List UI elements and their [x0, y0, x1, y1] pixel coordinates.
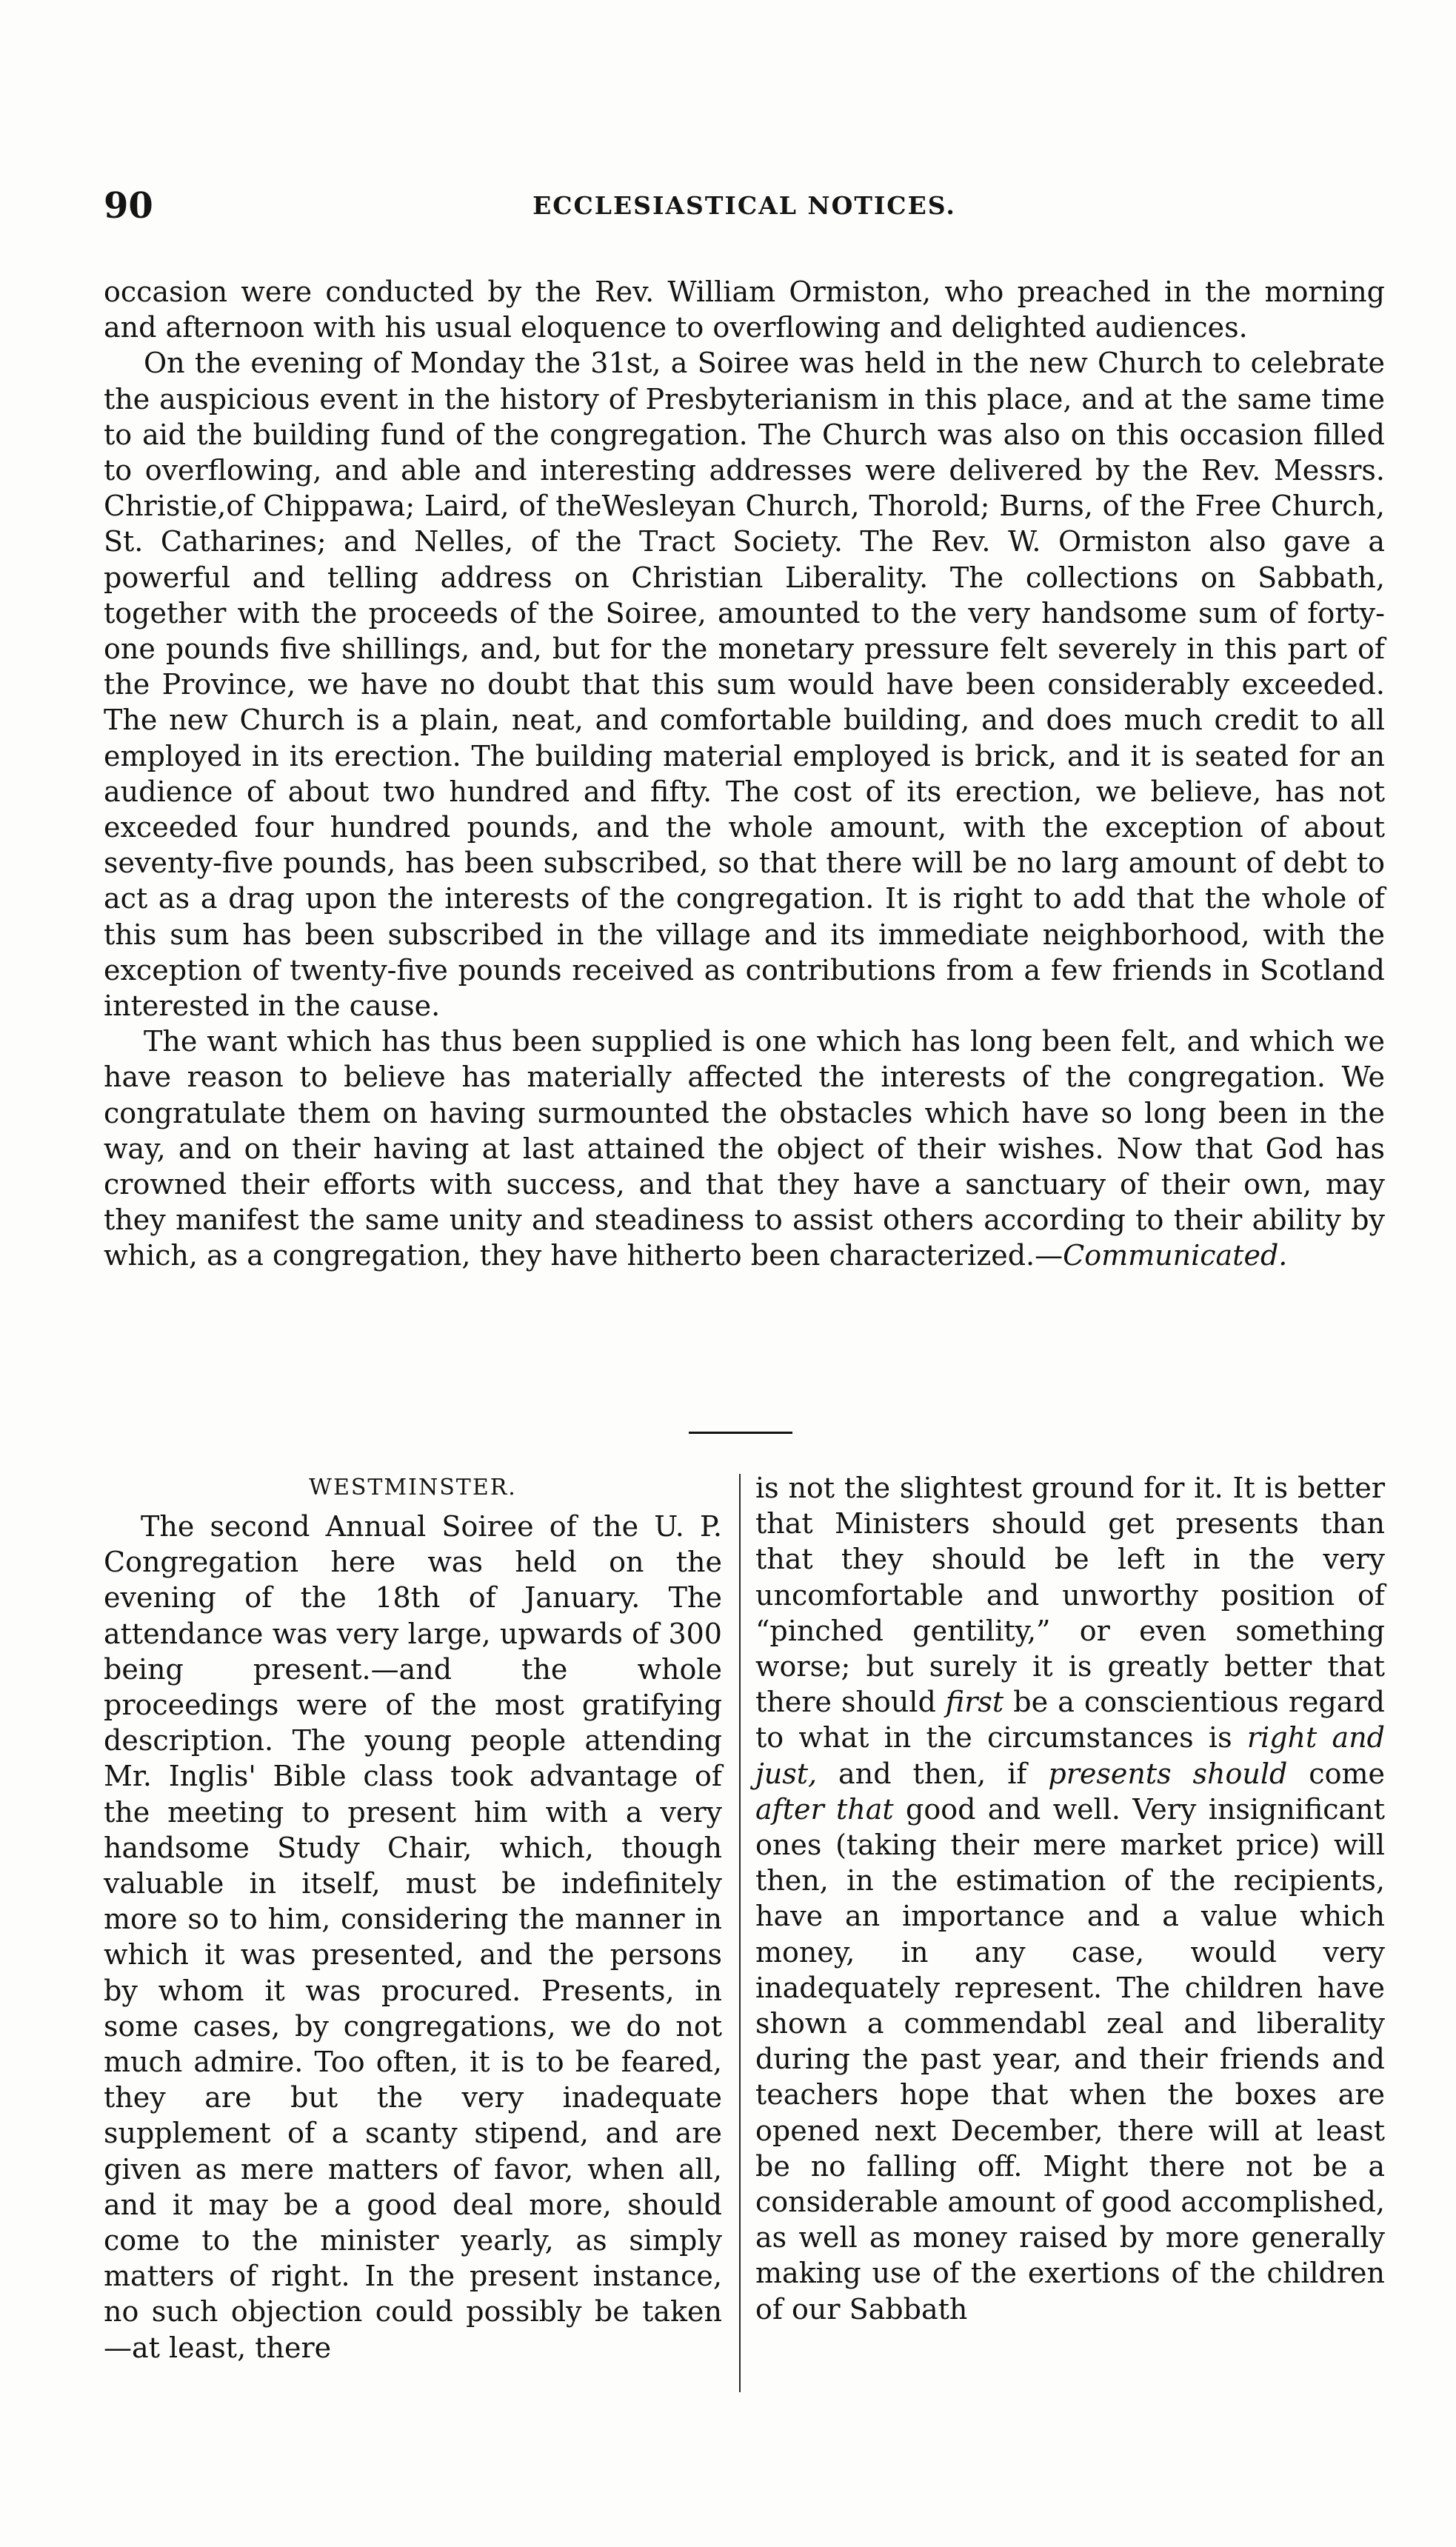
signature: Communicated.: [1063, 1239, 1288, 1272]
section-title: WESTMINSTER.: [309, 1475, 517, 1501]
italic-run: first: [945, 1686, 1004, 1719]
article-body: [104, 274, 1385, 1274]
section-divider-rule: [689, 1432, 792, 1434]
right-column: [755, 1470, 1385, 2327]
italic-run: presents should: [1048, 1757, 1288, 1790]
paragraph: [104, 1024, 1385, 1273]
paragraph: [755, 1470, 1385, 2327]
page-number: 90: [104, 185, 153, 227]
page-header: [104, 185, 1385, 230]
paragraph: On the evening of Monday the 31st, a Soiree was held in the new Church to celebrate the auspicious event in the history of Presbyterianism in this place, and at the same time to aid the building fund of the congregation. The Church was also on this occasion filled to overflowing, and able and interesting addresses were delivered by the Rev. Messrs. Christie,of Chippawa; Laird, of theWesleyan Church, Thorold; Burns, of the Free Church, St. Catharines; and Nelles, of the Tract Society. The Rev. W. Ormiston also gave a powerful and telling address on Christian Liberality. The collections on Sabbath, together with the proceeds of the Soiree, amounted to the very handsome sum of forty-one pounds five shillings, and, but for the monetary pressure felt severely in this part of the Province, we have no doubt that this sum would have been considerably exceeded. The new Church is a plain, neat, and comfortable building, and does much credit to all employed in its erection. The building material employed is brick, and it is seated for an audience of about two hundred and fifty. The cost of its erection, we believe, has not exceeded four hundred pounds, and the whole amount, with the exception of about seventy-five pounds, has been subscribed, so that there will be no larg amount of debt to act as a drag upon the interests of the congregation. It is right to add that the whole of this sum has been subscribed in the village and its immediate neighborhood, with the exception of twenty-five pounds received as contributions from a few friends in Scotland interested in the cause.: [104, 347, 1385, 1023]
text-run: be a conscientious regard to what in the circumstances is: [755, 1686, 1385, 1755]
running-head: ECCLESIASTICAL NOTICES.: [532, 191, 956, 220]
text-run: is not the slightest ground for it. It is better that Ministers should get presents than that they should be left in the very uncomfortable and unworthy position of “pinched gentility,” or even something worse; but surely it is greatly better that there should: [755, 1472, 1385, 1719]
column-divider: [739, 1474, 741, 2392]
left-column: [104, 1470, 722, 2366]
text-run: and then, if: [817, 1757, 1049, 1790]
paragraph: occasion were conducted by the Rev. William Ormiston, who preached in the morning and afternoon with his usual eloquence to overflowing and delighted audiences.: [104, 276, 1385, 344]
italic-run: right and just,: [755, 1721, 1386, 1790]
paragraph-text: The want which has thus been supplied is one which has long been felt, and which we have reason to believe has materially affected the interests of the congregation. We congratulate them on having surmounted the obstacles which have so long been in the way, and on their having at last attained the object of their wishes. Now that God has crowned their efforts with success, and that they have a sanctuary of their own, may they manifest the same unity and steadiness to assist others according to their ability by which, as a congregation, they have hitherto been characterized.—: [104, 1025, 1385, 1272]
paragraph: The second Annual Soiree of the U. P. Congregation here was held on the evening of the 18th of January. The attendance was very large, upwards of 300 being present.—and the whole proceedings were of the most gratifying description. The young people attending Mr. Inglis' Bible class took advantage of the meeting to present him with a very handsome Study Chair, which, though valuable in itself, must be indefinitely more so to him, considering the manner in which it was presented, and the persons by whom it was procured. Presents, in some cases, by congregations, we do not much admire. Too often, it is to be feared, they are but the very inadequate supplement of a scanty stipend, and are given as mere matters of favor, when all, and it may be a good deal more, should come to the minister yearly, as simply matters of right. In the present instance, no such objection could possibly be taken—at least, there: [104, 1510, 722, 2364]
italic-run: after that: [755, 1792, 894, 1826]
text-run: come: [1287, 1757, 1385, 1790]
text-run: good and well. Very insignificant ones (taking their mere market price) will then, in the estimation of the recipients, have an importance and a value which money, in any case, would very inadequately represent. The children have shown a commendabl zeal and liberality during the past year, and their friends and teachers hope that when the boxes are opened next December, there will at least be no falling off. Might there not be a considerable amount of good accomplished, as well as money raised by more generally making use of the exertions of the children of our Sabbath: [755, 1792, 1385, 2326]
